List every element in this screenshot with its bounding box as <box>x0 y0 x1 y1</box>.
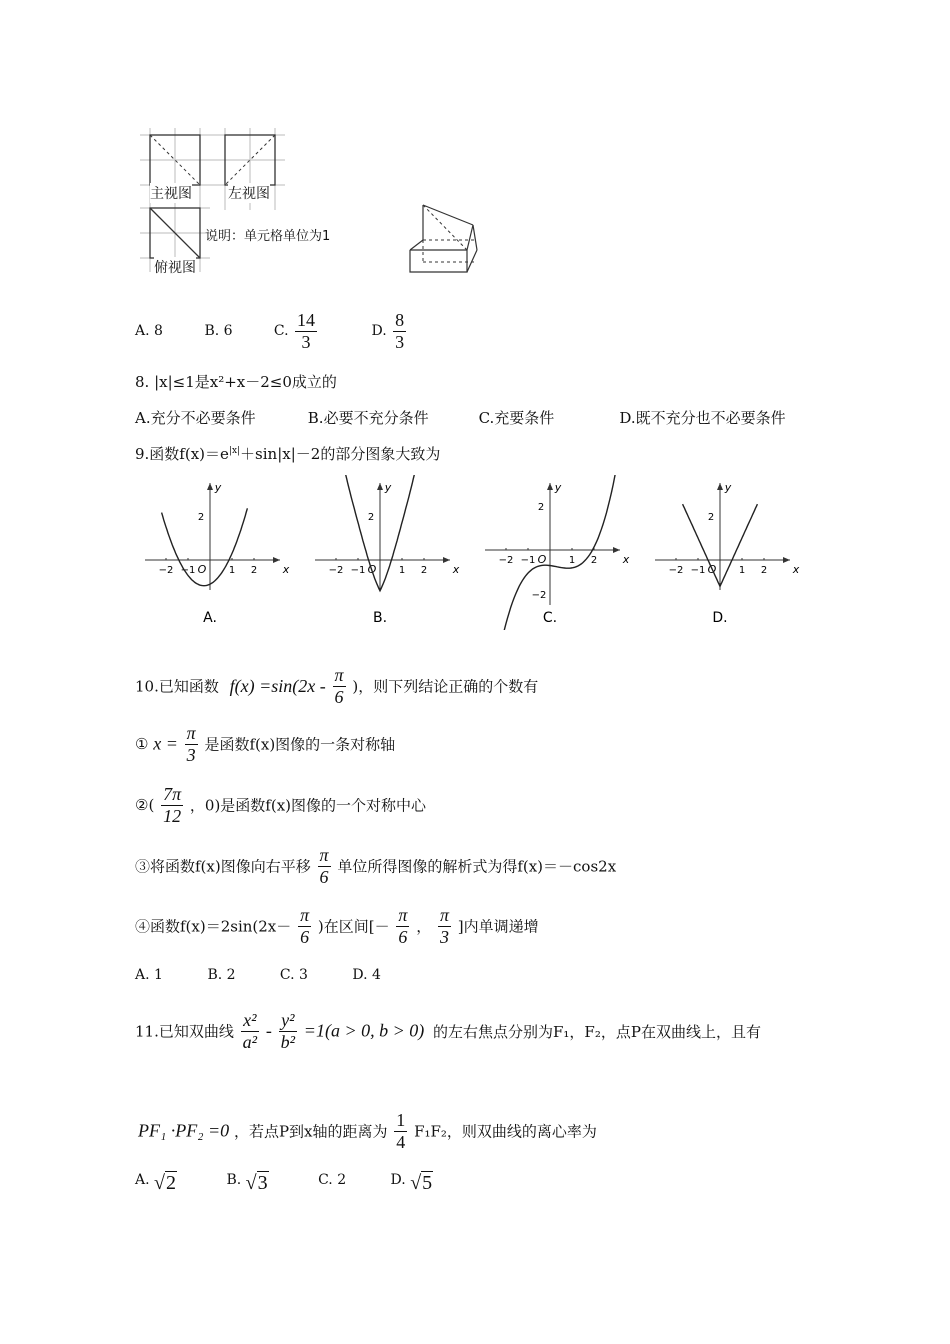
q7-options <box>135 310 408 352</box>
q9-graph-b <box>315 475 460 626</box>
x-arrow <box>273 557 280 563</box>
x-tick-label: 2 <box>760 565 768 576</box>
q10-option-c: C. 3 <box>279 967 308 983</box>
q7-option-c-prefix: C. <box>273 323 289 340</box>
q7-option-d-fraction: $\frac{8}{3}$ <box>395 310 405 352</box>
x-axis-label: x <box>282 563 290 576</box>
x-tick-label: −2 <box>158 565 174 576</box>
q10-options <box>135 967 381 983</box>
q10-stem: 10.已知函数 f(x) =sin(2x - $\frac{\pi}{6}$ )，则下列结论正确的个数有 <box>135 665 539 707</box>
x-tick-label: 1 <box>398 565 406 576</box>
q9-graph-d <box>655 481 800 626</box>
x-tick-label: −2 <box>328 565 344 576</box>
q10-option-d: D. 4 <box>352 967 381 983</box>
x-tick-label: 2 <box>250 565 258 576</box>
unit-note: 说明：单元格单位为1 <box>205 229 331 244</box>
y-arrow <box>377 483 383 490</box>
x-tick-label: 1 <box>738 565 746 576</box>
graph-option-label: B. <box>372 610 388 626</box>
q11-options: A. √2 B. √3 C. 2 D. √5 <box>135 1172 433 1194</box>
x-tick-label: −1 <box>350 565 366 576</box>
y-tick-label-neg: −2 <box>531 590 547 601</box>
x-tick-label: −2 <box>668 565 684 576</box>
graph-option-label: C. <box>542 610 558 626</box>
q8-option-d: D.既不充分也不必要条件 <box>619 409 786 427</box>
y-arrow <box>547 483 553 490</box>
x-tick-label: 1 <box>228 565 236 576</box>
origin-label: O <box>707 563 717 576</box>
x-axis-label: x <box>622 553 630 566</box>
q10-item-3: ③将函数f(x)图像向右平移 $\frac{\pi}{6}$ 单位所得图像的解析式为得f(x)＝－cos2x <box>135 845 617 887</box>
q9-stem: 9.函数$f(x)=e^{|x|}+\sin|x|-2$的部分图象大致为 <box>135 445 441 463</box>
y-axis-label: y <box>384 481 392 494</box>
q9-graph-c <box>484 475 630 630</box>
q10-option-a: A. 1 <box>135 967 163 983</box>
y-axis-label: y <box>724 481 732 494</box>
q10-item-1: ① x = $\frac{\pi}{3}$ 是函数f(x)图像的一条对称轴 <box>135 723 396 765</box>
q8-option-a: A.充分不必要条件 <box>135 409 256 427</box>
q9-graph-a <box>145 481 290 626</box>
x-tick-label: −1 <box>180 565 196 576</box>
graph-option-label: A. <box>203 610 217 626</box>
q10-option-b: B. 2 <box>207 967 236 983</box>
q7-option-a: A. 8 <box>135 323 163 340</box>
side-view-label: 左视图 <box>228 183 270 203</box>
y-tick-label: 2 <box>367 512 375 523</box>
x-arrow <box>443 557 450 563</box>
y-axis-label: y <box>214 481 222 494</box>
graph-option-label: D. <box>712 610 728 626</box>
q9-graphs <box>140 475 800 630</box>
x-tick-label: −2 <box>498 555 514 566</box>
q8-options <box>135 407 786 428</box>
y-tick-label: 2 <box>707 512 715 523</box>
q11-option-b-sqrt: √3 <box>245 1172 268 1194</box>
top-view-label: 俯视图 <box>154 257 196 277</box>
y-arrow <box>717 483 723 490</box>
q7-option-b: B. 6 <box>204 323 233 340</box>
q11-option-a-sqrt: √2 <box>154 1172 176 1194</box>
y-axis-label: y <box>554 481 562 494</box>
q11-option-d-sqrt: √5 <box>410 1172 433 1194</box>
curve <box>484 475 618 630</box>
x-arrow <box>613 547 620 553</box>
q8-option-c: C.充要条件 <box>478 409 555 427</box>
x-axis-label: x <box>452 563 460 576</box>
front-view-label: 主视图 <box>150 183 192 203</box>
x-tick-label: −1 <box>690 565 706 576</box>
y-tick-label: 2 <box>537 502 545 513</box>
solid-figure <box>405 200 485 275</box>
x-tick-label: 2 <box>590 555 598 566</box>
x-tick-label: 1 <box>568 555 576 566</box>
q10-item-2: ②( $\frac{7\pi}{12}$ ，0)是函数f(x)图像的一个对称中心 <box>135 784 427 826</box>
origin-label: O <box>537 553 547 566</box>
q8-stem: 8. |x|≤1是x²+x－2≤0成立的 <box>135 373 337 391</box>
q7-option-c-fraction: $\frac{14}{3}$ <box>297 310 316 352</box>
y-tick-label: 2 <box>197 512 205 523</box>
origin-label: O <box>367 563 377 576</box>
origin-label: O <box>197 563 207 576</box>
x-tick-label: −1 <box>520 555 536 566</box>
q11-stem: 11.已知双曲线 $\frac{\text{x²}}{\text{a²}}$ - $\frac{\text{y²}}{\text{b²}}$ =1(a > 0, b > 0) 的左右焦点分别为F₁，F₂，点P在双曲线上，且有 <box>135 1010 761 1052</box>
x-tick-label: 2 <box>420 565 428 576</box>
x-axis-label: x <box>792 563 800 576</box>
q11-line-2: PF₁ ·PF₂ =0 ，若点P到x轴的距离为 $\frac{1}{4}$ F₁F₂，则双曲线的离心率为 <box>138 1110 597 1152</box>
q8-option-b: B.必要不充分条件 <box>307 409 429 427</box>
q7-option-d-prefix: D. <box>371 323 387 340</box>
q10-item-4: ④函数f(x)＝2sin(2x－ $\frac{\pi}{6}$ )在区间[－ $\frac{\pi}{6}$ ， $\frac{\pi}{3}$ ]内单调递增 <box>135 905 539 947</box>
x-arrow <box>783 557 790 563</box>
y-arrow <box>207 483 213 490</box>
